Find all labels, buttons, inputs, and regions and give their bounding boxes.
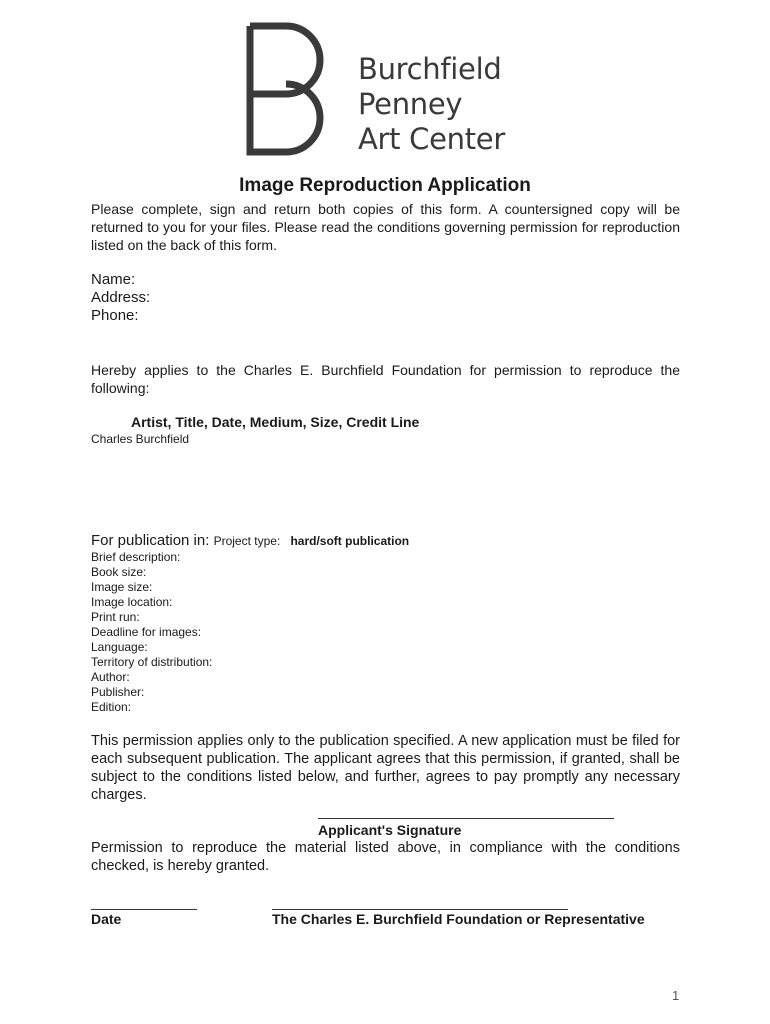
- publication-label: For publication in:: [91, 532, 210, 549]
- applies-paragraph: Hereby applies to the Charles E. Burchfield Foundation for permission to reproduce the following:: [91, 362, 680, 396]
- applicant-signature-label: Applicant's Signature: [318, 822, 462, 838]
- representative-label: The Charles E. Burchfield Foundation or Representative: [272, 911, 645, 927]
- project-type-value: hard/soft publication: [290, 534, 410, 548]
- publication-field: Publisher:: [91, 685, 145, 699]
- publication-field: Author:: [91, 670, 130, 684]
- phone-field-label: Phone:: [91, 307, 139, 324]
- burchfield-b-logo-icon: [246, 22, 332, 158]
- publication-field: Territory of distribution:: [91, 655, 213, 669]
- date-label: Date: [91, 911, 122, 927]
- logo-line-3: Art Center: [358, 122, 505, 156]
- publication-field: Print run:: [91, 610, 140, 624]
- publication-fields-list: [91, 550, 212, 715]
- publication-field: Image size:: [91, 580, 153, 594]
- publication-line: [91, 532, 409, 550]
- publication-field: Language:: [91, 640, 148, 654]
- artist-name: Charles Burchfield: [91, 432, 190, 446]
- name-field-label: Name:: [91, 271, 136, 288]
- address-field-label: Address:: [91, 289, 151, 306]
- publication-field: Brief description:: [91, 550, 181, 564]
- page-title: Image Reproduction Application: [239, 175, 531, 196]
- representative-signature-line[interactable]: [272, 899, 568, 910]
- logo-line-2: Penney: [358, 87, 463, 121]
- grant-paragraph: Permission to reproduce the material listed above, in compliance with the conditions checked, is hereby granted.: [91, 840, 680, 874]
- page-number: 1: [672, 988, 680, 1003]
- project-type-label: Project type:: [213, 534, 281, 548]
- date-signature-line[interactable]: [91, 899, 197, 910]
- artwork-header: Artist, Title, Date, Medium, Size, Credit Line: [131, 414, 420, 430]
- publication-field: Deadline for images:: [91, 625, 202, 639]
- publication-field: Book size:: [91, 565, 147, 579]
- intro-paragraph: Please complete, sign and return both copies of this form. A countersigned copy will be returned to you for your files. Please read the conditions governing permission for reproduction listed on the back of this form.: [91, 201, 680, 253]
- logo-line-1: Burchfield: [358, 52, 502, 86]
- permission-paragraph: This permission applies only to the publication specified. A new application must be filed for each subsequent publication. The applicant agrees that this permission, if granted, shall be subject to the conditions listed below, and further, agrees to pay promptly any necessary charges.: [91, 733, 680, 803]
- publication-field: Edition:: [91, 700, 132, 714]
- applicant-signature-line[interactable]: [318, 808, 614, 819]
- publication-field: Image location:: [91, 595, 173, 609]
